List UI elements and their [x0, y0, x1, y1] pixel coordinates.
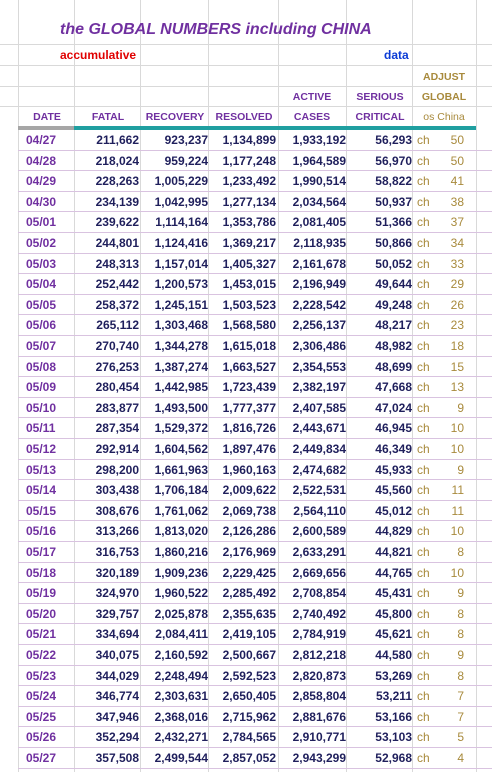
- serious-critical-cell: 46,945: [375, 421, 412, 436]
- resolved-cell: 1,568,580: [222, 318, 276, 333]
- adjust-global-cell: 8: [457, 606, 464, 621]
- ch-marker-cell: ch: [417, 400, 430, 415]
- resolved-cell: 2,229,425: [222, 565, 276, 580]
- recovery-cell: 1,604,562: [154, 442, 208, 456]
- adjust-global-cell: 11: [451, 503, 464, 518]
- fatal-cell: 280,454: [95, 380, 139, 395]
- table-row: [0, 295, 492, 316]
- header-os-china: os China: [423, 111, 465, 123]
- fatal-cell: 239,622: [95, 215, 139, 230]
- ch-marker-cell: ch: [417, 668, 430, 683]
- date-cell: 05/10: [26, 400, 57, 415]
- table-row: [0, 748, 492, 769]
- adjust-global-cell: 29: [450, 277, 464, 292]
- serious-critical-cell: 49,248: [375, 297, 412, 312]
- serious-critical-cell: 48,982: [375, 339, 412, 353]
- adjust-global-cell: 50: [450, 133, 464, 147]
- serious-critical-cell: 44,829: [375, 524, 412, 539]
- recovery-cell: 1,245,151: [154, 297, 208, 312]
- resolved-cell: 1,897,476: [222, 442, 276, 456]
- serious-critical-cell: 45,800: [375, 606, 412, 621]
- serious-critical-cell: 45,012: [375, 503, 412, 518]
- recovery-cell: 2,025,878: [154, 606, 208, 621]
- recovery-cell: 923,237: [164, 133, 208, 147]
- recovery-cell: 1,387,274: [154, 359, 208, 374]
- resolved-cell: 1,233,492: [222, 174, 276, 189]
- active-cases-cell: 2,943,299: [292, 751, 346, 765]
- active-cases-cell: 2,812,218: [292, 648, 346, 662]
- date-cell: 04/28: [26, 153, 57, 168]
- header-global: GLOBAL: [421, 91, 467, 103]
- fatal-cell: 228,263: [95, 174, 139, 189]
- header-critical: CRITICAL: [355, 111, 405, 123]
- active-cases-cell: 2,228,542: [292, 297, 346, 312]
- resolved-cell: 2,592,523: [222, 668, 276, 683]
- fatal-cell: 258,372: [95, 297, 139, 312]
- table-row: [0, 398, 492, 419]
- date-cell: 05/16: [26, 524, 57, 539]
- serious-critical-cell: 49,644: [375, 277, 412, 292]
- active-cases-cell: 2,081,405: [292, 215, 346, 230]
- adjust-global-cell: 7: [457, 709, 464, 724]
- recovery-cell: 2,248,494: [154, 668, 208, 683]
- resolved-cell: 1,405,327: [222, 256, 276, 271]
- serious-critical-cell: 53,166: [375, 709, 412, 724]
- fatal-cell: 347,946: [95, 709, 139, 724]
- table-row: [0, 151, 492, 172]
- fatal-cell: 346,774: [95, 689, 139, 704]
- date-cell: 05/20: [26, 606, 57, 621]
- date-cell: 05/04: [26, 277, 57, 292]
- fatal-cell: 218,024: [95, 153, 139, 168]
- header-date: DATE: [33, 111, 61, 123]
- adjust-global-cell: 18: [450, 339, 464, 353]
- subtitle-accumulative: accumulative: [60, 48, 137, 62]
- adjust-global-cell: 9: [457, 400, 464, 415]
- table-row: [0, 192, 492, 213]
- serious-critical-cell: 53,269: [375, 668, 412, 683]
- table-row: [0, 686, 492, 707]
- date-cell: 05/11: [26, 421, 56, 436]
- fatal-cell: 313,266: [95, 524, 139, 539]
- date-cell: 05/06: [26, 318, 57, 333]
- ch-marker-cell: ch: [417, 730, 430, 745]
- active-cases-cell: 2,306,486: [292, 339, 346, 353]
- table-row: [0, 480, 492, 501]
- recovery-cell: 1,344,278: [154, 339, 208, 353]
- active-cases-cell: 2,449,834: [292, 442, 346, 456]
- adjust-global-cell: 8: [457, 545, 464, 559]
- recovery-cell: 1,909,236: [154, 565, 208, 580]
- resolved-cell: 1,277,134: [222, 194, 276, 209]
- date-cell: 05/24: [26, 689, 57, 704]
- adjust-global-cell: 10: [450, 524, 464, 539]
- active-cases-cell: 2,382,197: [292, 380, 346, 395]
- adjust-global-cell: 9: [457, 462, 464, 477]
- ch-marker-cell: ch: [417, 627, 430, 642]
- date-cell: 05/02: [26, 236, 57, 250]
- active-cases-cell: 2,196,949: [292, 277, 346, 292]
- active-cases-cell: 1,933,192: [292, 133, 346, 147]
- serious-critical-cell: 47,668: [375, 380, 412, 395]
- serious-critical-cell: 53,103: [375, 730, 412, 745]
- ch-marker-cell: ch: [417, 359, 430, 374]
- serious-critical-cell: 56,293: [375, 133, 412, 147]
- ch-marker-cell: ch: [417, 277, 430, 292]
- subtitle-data: data: [384, 48, 409, 62]
- recovery-cell: 1,706,184: [154, 483, 208, 498]
- recovery-cell: 2,368,016: [154, 709, 208, 724]
- date-cell: 05/21: [26, 627, 57, 642]
- recovery-cell: 1,442,985: [154, 380, 208, 395]
- resolved-cell: 2,126,286: [222, 524, 276, 539]
- ch-marker-cell: ch: [417, 483, 430, 498]
- adjust-global-cell: 4: [457, 751, 464, 765]
- adjust-global-cell: 41: [450, 174, 464, 189]
- resolved-cell: 1,663,527: [222, 359, 276, 374]
- resolved-cell: 2,650,405: [222, 689, 276, 704]
- recovery-cell: 1,042,995: [154, 194, 208, 209]
- header-serious: SERIOUS: [356, 91, 404, 103]
- resolved-cell: 2,355,635: [222, 606, 276, 621]
- grid-line: [0, 65, 492, 66]
- ch-marker-cell: ch: [417, 565, 430, 580]
- date-cell: 04/27: [26, 133, 57, 147]
- table-row: [0, 315, 492, 336]
- resolved-cell: 1,503,523: [222, 297, 276, 312]
- ch-marker-cell: ch: [417, 256, 430, 271]
- active-cases-cell: 2,784,919: [292, 627, 346, 642]
- serious-critical-cell: 46,349: [375, 442, 412, 456]
- resolved-cell: 1,777,377: [222, 400, 276, 415]
- table-row: [0, 274, 492, 295]
- table-row: [0, 604, 492, 625]
- ch-marker-cell: ch: [417, 339, 430, 353]
- date-cell: 05/17: [26, 545, 57, 559]
- adjust-global-cell: 15: [450, 359, 464, 374]
- table-row: [0, 542, 492, 563]
- date-cell: 05/07: [26, 339, 57, 353]
- fatal-cell: 316,753: [95, 545, 139, 559]
- ch-marker-cell: ch: [417, 380, 430, 395]
- active-cases-cell: 2,910,771: [292, 730, 346, 745]
- fatal-cell: 334,694: [95, 627, 139, 642]
- header-active: ACTIVE: [292, 91, 332, 103]
- active-cases-cell: 1,990,514: [292, 174, 346, 189]
- serious-critical-cell: 45,621: [375, 627, 412, 642]
- fatal-cell: 352,294: [95, 730, 139, 745]
- recovery-cell: 2,432,271: [154, 730, 208, 745]
- date-cell: 05/25: [26, 709, 57, 724]
- recovery-cell: 1,493,500: [154, 400, 208, 415]
- header-fatal: FATAL: [91, 111, 125, 123]
- date-cell: 05/12: [26, 442, 57, 456]
- date-cell: 04/29: [26, 174, 57, 189]
- resolved-cell: 2,419,105: [222, 627, 276, 642]
- fatal-cell: 265,112: [96, 318, 139, 333]
- page-title: the GLOBAL NUMBERS including CHINA: [60, 21, 372, 38]
- serious-critical-cell: 52,968: [375, 751, 412, 765]
- row-divider: [18, 768, 492, 769]
- active-cases-cell: 2,740,492: [292, 606, 346, 621]
- adjust-global-cell: 10: [450, 421, 464, 436]
- header-recovery: RECOVERY: [145, 111, 205, 123]
- resolved-cell: 2,857,052: [222, 751, 276, 765]
- date-cell: 05/18: [26, 565, 57, 580]
- adjust-global-cell: 9: [457, 648, 464, 662]
- serious-critical-cell: 45,560: [375, 483, 412, 498]
- ch-marker-cell: ch: [417, 174, 430, 189]
- table-row: [0, 624, 492, 645]
- resolved-cell: 1,369,217: [222, 236, 276, 250]
- recovery-cell: 2,084,411: [155, 627, 208, 642]
- fatal-cell: 320,189: [95, 565, 139, 580]
- resolved-cell: 1,816,726: [222, 421, 276, 436]
- date-cell: 05/03: [26, 256, 57, 271]
- recovery-cell: 1,157,014: [154, 256, 208, 271]
- adjust-global-cell: 38: [450, 194, 464, 209]
- adjust-global-cell: 37: [450, 215, 464, 230]
- ch-marker-cell: ch: [417, 153, 430, 168]
- header-resolved: RESOLVED: [215, 111, 273, 123]
- grid-line: [0, 86, 492, 87]
- fatal-cell: 308,676: [95, 503, 139, 518]
- recovery-cell: 1,303,468: [154, 318, 208, 333]
- active-cases-cell: 2,161,678: [292, 256, 346, 271]
- adjust-global-cell: 10: [450, 565, 464, 580]
- serious-critical-cell: 48,217: [375, 318, 412, 333]
- resolved-cell: 2,285,492: [222, 586, 276, 601]
- ch-marker-cell: ch: [417, 503, 430, 518]
- active-cases-cell: 2,881,676: [292, 709, 346, 724]
- serious-critical-cell: 53,211: [375, 689, 412, 704]
- adjust-global-cell: 33: [450, 256, 464, 271]
- date-cell: 05/13: [26, 462, 57, 477]
- serious-critical-cell: 51,366: [375, 215, 412, 230]
- ch-marker-cell: ch: [417, 586, 430, 601]
- date-cell: 05/14: [26, 483, 57, 498]
- resolved-cell: 1,960,163: [222, 462, 276, 477]
- fatal-cell: 234,139: [95, 194, 139, 209]
- adjust-global-cell: 5: [457, 730, 464, 745]
- adjust-global-cell: 9: [457, 586, 464, 601]
- adjust-global-cell: 34: [450, 236, 464, 250]
- serious-critical-cell: 44,765: [375, 565, 412, 580]
- active-cases-cell: 2,858,804: [292, 689, 346, 704]
- ch-marker-cell: ch: [417, 421, 430, 436]
- table-row: [0, 439, 492, 460]
- serious-critical-cell: 48,699: [375, 359, 412, 374]
- ch-marker-cell: ch: [417, 462, 430, 477]
- table-row: [0, 460, 492, 481]
- fatal-cell: 276,253: [95, 359, 139, 374]
- resolved-cell: 2,784,565: [222, 730, 276, 745]
- fatal-cell: 270,740: [95, 339, 139, 353]
- serious-critical-cell: 50,866: [375, 236, 412, 250]
- active-cases-cell: 2,564,110: [293, 503, 346, 518]
- date-cell: 05/09: [26, 380, 57, 395]
- resolved-cell: 1,453,015: [222, 277, 276, 292]
- table-row: [0, 583, 492, 604]
- serious-critical-cell: 47,024: [375, 400, 412, 415]
- active-cases-cell: 2,118,935: [293, 236, 346, 250]
- resolved-cell: 2,009,622: [222, 483, 276, 498]
- serious-critical-cell: 58,822: [375, 174, 412, 189]
- active-cases-cell: 2,354,553: [292, 359, 346, 374]
- ch-marker-cell: ch: [417, 236, 430, 250]
- table-row: [0, 233, 492, 254]
- fatal-cell: 252,442: [95, 277, 139, 292]
- resolved-cell: 2,176,969: [222, 545, 276, 559]
- active-cases-cell: 2,633,291: [292, 545, 346, 559]
- adjust-global-cell: 11: [451, 483, 464, 498]
- ch-marker-cell: ch: [417, 194, 430, 209]
- active-cases-cell: 2,600,589: [292, 524, 346, 539]
- table-row: [0, 254, 492, 275]
- date-cell: 05/05: [26, 297, 57, 312]
- fatal-cell: 292,914: [95, 442, 139, 456]
- date-cell: 05/22: [26, 648, 57, 662]
- date-cell: 05/15: [26, 503, 57, 518]
- table-row: [0, 521, 492, 542]
- ch-marker-cell: ch: [417, 606, 430, 621]
- serious-critical-cell: 44,580: [375, 648, 412, 662]
- date-cell: 04/30: [26, 194, 57, 209]
- resolved-cell: 2,715,962: [222, 709, 276, 724]
- fatal-cell: 298,200: [95, 462, 139, 477]
- fatal-cell: 211,662: [96, 133, 139, 147]
- table-row: [0, 336, 492, 357]
- serious-critical-cell: 56,970: [375, 153, 412, 168]
- adjust-global-cell: 8: [457, 627, 464, 642]
- fatal-cell: 248,313: [95, 256, 139, 271]
- table-row: [0, 130, 492, 151]
- adjust-global-cell: 10: [450, 442, 464, 456]
- fatal-cell: 287,354: [95, 421, 139, 436]
- date-cell: 05/27: [26, 751, 57, 765]
- ch-marker-cell: ch: [417, 689, 430, 704]
- header-cases: CASES: [293, 111, 331, 123]
- table-row: [0, 377, 492, 398]
- ch-marker-cell: ch: [417, 215, 430, 230]
- resolved-cell: 2,069,738: [222, 503, 276, 518]
- adjust-global-cell: 26: [450, 297, 464, 312]
- fatal-cell: 340,075: [95, 648, 139, 662]
- recovery-cell: 1,529,372: [154, 421, 208, 436]
- table-row: [0, 171, 492, 192]
- adjust-global-cell: 23: [450, 318, 464, 333]
- resolved-cell: 1,134,899: [222, 133, 276, 147]
- table-row: [0, 501, 492, 522]
- adjust-global-cell: 8: [457, 668, 464, 683]
- resolved-cell: 1,723,439: [222, 380, 276, 395]
- resolved-cell: 1,615,018: [222, 339, 276, 353]
- fatal-cell: 329,757: [95, 606, 139, 621]
- recovery-cell: 1,813,020: [154, 524, 208, 539]
- recovery-cell: 1,124,416: [154, 236, 208, 250]
- table-row: [0, 707, 492, 728]
- fatal-cell: 357,508: [95, 751, 139, 765]
- active-cases-cell: 2,474,682: [292, 462, 346, 477]
- fatal-cell: 303,438: [95, 483, 139, 498]
- resolved-cell: 2,500,667: [222, 648, 276, 662]
- fatal-cell: 244,801: [95, 236, 139, 250]
- ch-marker-cell: ch: [417, 648, 430, 662]
- table-row: [0, 418, 492, 439]
- active-cases-cell: 2,256,137: [292, 318, 346, 333]
- ch-marker-cell: ch: [417, 442, 430, 456]
- serious-critical-cell: 45,933: [375, 462, 412, 477]
- recovery-cell: 2,499,544: [154, 751, 208, 765]
- active-cases-cell: 2,443,671: [292, 421, 346, 436]
- active-cases-cell: 2,820,873: [292, 668, 346, 683]
- active-cases-cell: 2,034,564: [292, 194, 346, 209]
- recovery-cell: 2,160,592: [154, 648, 208, 662]
- resolved-cell: 1,353,786: [222, 215, 276, 230]
- adjust-global-cell: 13: [450, 380, 464, 395]
- ch-marker-cell: ch: [417, 709, 430, 724]
- resolved-cell: 1,177,248: [222, 153, 276, 168]
- table-row: [0, 357, 492, 378]
- date-cell: 05/19: [26, 586, 57, 601]
- table-row: [0, 727, 492, 748]
- recovery-cell: 1,200,573: [154, 277, 208, 292]
- recovery-cell: 1,661,963: [154, 462, 208, 477]
- active-cases-cell: 1,964,589: [292, 153, 346, 168]
- fatal-cell: 344,029: [95, 668, 139, 683]
- table-row: [0, 212, 492, 233]
- date-cell: 05/01: [26, 215, 57, 230]
- recovery-cell: 1,860,216: [154, 545, 208, 559]
- date-cell: 05/23: [26, 668, 57, 683]
- table-row: [0, 666, 492, 687]
- date-cell: 05/26: [26, 730, 57, 745]
- ch-marker-cell: ch: [417, 751, 430, 765]
- table-row: [0, 645, 492, 666]
- grid-line: [0, 106, 492, 107]
- fatal-cell: 283,877: [95, 400, 139, 415]
- recovery-cell: 1,960,522: [154, 586, 208, 601]
- ch-marker-cell: ch: [417, 133, 430, 147]
- recovery-cell: 2,303,631: [154, 689, 208, 704]
- date-cell: 05/08: [26, 359, 57, 374]
- ch-marker-cell: ch: [417, 524, 430, 539]
- active-cases-cell: 2,669,656: [292, 565, 346, 580]
- table-row: [0, 563, 492, 584]
- serious-critical-cell: 44,821: [375, 545, 412, 559]
- recovery-cell: 1,114,164: [155, 215, 208, 230]
- serious-critical-cell: 45,431: [375, 586, 412, 601]
- header-adjust: ADJUST: [422, 71, 465, 83]
- adjust-global-cell: 50: [450, 153, 464, 168]
- serious-critical-cell: 50,937: [375, 194, 412, 209]
- recovery-cell: 1,761,062: [154, 503, 208, 518]
- ch-marker-cell: ch: [417, 297, 430, 312]
- recovery-cell: 1,005,229: [154, 174, 208, 189]
- ch-marker-cell: ch: [417, 318, 430, 333]
- active-cases-cell: 2,407,585: [292, 400, 346, 415]
- active-cases-cell: 2,708,854: [292, 586, 346, 601]
- serious-critical-cell: 50,052: [375, 256, 412, 271]
- ch-marker-cell: ch: [417, 545, 430, 559]
- recovery-cell: 959,224: [164, 153, 208, 168]
- active-cases-cell: 2,522,531: [292, 483, 346, 498]
- fatal-cell: 324,970: [95, 586, 139, 601]
- adjust-global-cell: 7: [457, 689, 464, 704]
